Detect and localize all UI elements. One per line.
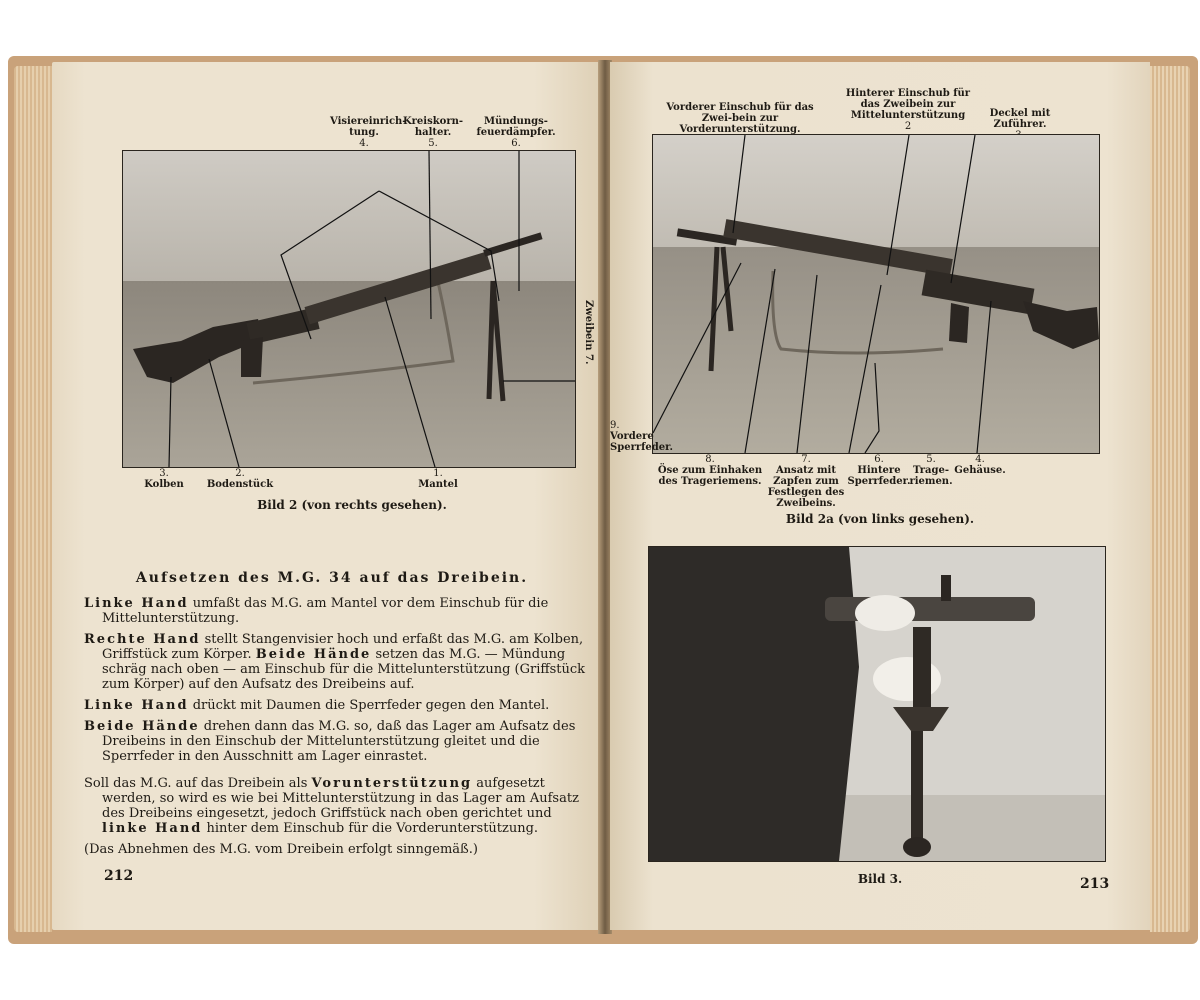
paragraph: Rechte Hand stellt Stangenvisier hoch und erfaßt das M.G. am Kolben, Griffstück zum Körper. Beide Hände setzen das M.G. — Mündung schräg nach oben — am Einschub für die Mittelunterstützung (Griffstück zum Körper) auf den Aufsatz des Dreibeins auf.: [84, 632, 586, 692]
figure-bild-3-photo: [648, 546, 1106, 862]
label-gehaeuse: 4. Gehäuse.: [954, 454, 1006, 476]
label-zweibein: Zweibein 7.: [583, 300, 594, 365]
label-bodenstueck: 2. Bodenstück: [206, 468, 274, 490]
label-ansatz-mit-zapfen: 7. Ansatz mit Zapfen zum Festlegen des Zweibeins.: [767, 454, 845, 509]
label-mantel: 1. Mantel: [418, 468, 458, 490]
label-vorderer-einschub: Vorderer Einschub für das Zwei-bein zur Vorderunterstützung.: [666, 102, 814, 135]
right-page: [610, 62, 1150, 930]
figure-caption-bild-2a: Bild 2a (von links gesehen).: [785, 512, 975, 526]
paragraph: Beide Hände drehen dann das M.G. so, daß das Lager am Aufsatz des Dreibeins in den Einschub der Mittelunterstützung gleitet und die Sperrfeder in den Ausschnitt am Lager einrastet.: [84, 719, 576, 764]
page-number-right: 213: [1080, 876, 1110, 892]
label-kreiskornhalter: Kreiskorn-halter. 5.: [402, 116, 464, 149]
label-trageriemen: 5. Trage-riemen.: [909, 454, 953, 487]
instruction-text: [84, 596, 600, 863]
figure-caption-bild-2: Bild 2 (von rechts gesehen).: [257, 498, 447, 512]
figure-mg34-left-view: [652, 134, 1100, 454]
right-page-edges: [1150, 66, 1190, 932]
paragraph: Linke Hand drückt mit Daumen die Sperrfeder gegen den Mantel.: [84, 698, 550, 713]
label-deckel-mit-zufuehrer: Deckel mit Zuführer.: [989, 108, 1051, 130]
label-kolben: 3. Kolben: [144, 468, 184, 490]
label-vordere-sperrfeder: 9. Vordere Sperrfeder.: [610, 420, 673, 453]
paragraph: Soll das M.G. auf das Dreibein als Vorunterstützung aufgesetzt werden, so wird es wie bei Mittelunterstützung in das Lager am Aufsatz des Dreibeins eingesetzt, jedoch Griffstück nach oben gerichtet und linke Hand hinter dem Einschub für die Vorderunterstützung.: [84, 776, 579, 836]
label-hinterer-einschub: Hinterer Einschub für das Zweibein zur Mittelunterstützung 2: [845, 88, 971, 132]
figure-caption-bild-3: Bild 3.: [857, 872, 903, 886]
left-page: [52, 62, 600, 930]
page-number-left: 212: [104, 868, 134, 884]
label-muendungsfeuerdaempfer: Mündungs-feuerdämpfer. 6.: [476, 116, 556, 149]
paragraph: (Das Abnehmen des M.G. vom Dreibein erfolgt sinngemäß.): [84, 842, 478, 857]
section-title: Aufsetzen des M.G. 34 auf das Dreibein.: [135, 570, 529, 586]
left-page-edges: [14, 66, 52, 932]
label-visiereinrichtung: Visiereinrich-tung. 4.: [330, 116, 407, 149]
figure-mg34-right-view: [122, 150, 576, 468]
book-spread: [8, 56, 1198, 944]
label-oese: 8. Öse zum Einhaken des Trageriemens.: [657, 454, 763, 487]
label-hintere-sperrfeder: 6. Hintere Sperrfeder.: [847, 454, 911, 487]
paragraph: Linke Hand umfaßt das M.G. am Mantel vor dem Einschub für die Mittelunterstützung.: [84, 596, 549, 626]
